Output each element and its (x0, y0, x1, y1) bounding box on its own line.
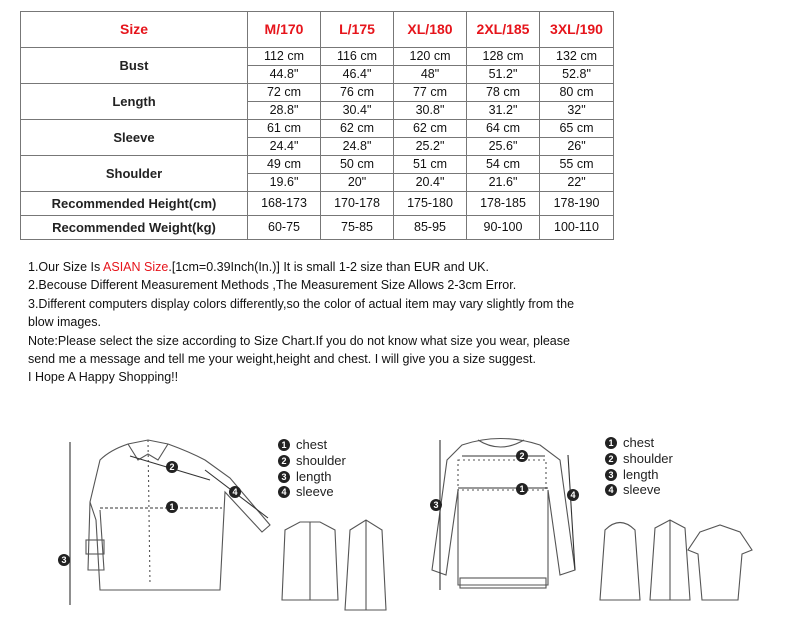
cell-inch: 48" (394, 66, 467, 84)
svg-text:3: 3 (608, 470, 614, 480)
cell-inch: 31.2" (467, 102, 540, 120)
size-notes (28, 258, 628, 387)
size-header-1: L/175 (321, 12, 394, 48)
row-label-shoulder: Shoulder (21, 156, 248, 192)
cell-inch: 24.8" (321, 138, 394, 156)
legend-chest: chest (296, 437, 328, 452)
cell-inch: 52.8" (540, 66, 614, 84)
cell-cm: 128 cm (467, 48, 540, 66)
row-label-recommended-0: Recommended Height(cm) (21, 192, 248, 216)
cell-cm: 54 cm (467, 156, 540, 174)
svg-text:4: 4 (570, 490, 576, 500)
cell-inch: 46.4" (321, 66, 394, 84)
legend-left (278, 437, 347, 499)
marker-2-right (516, 450, 528, 462)
legend-length-right: length (623, 467, 659, 482)
row-label-bust: Bust (21, 48, 248, 84)
legend-right (605, 435, 674, 497)
garment-sketches-right (600, 520, 752, 600)
cell-inch: 20.4" (394, 174, 467, 192)
asian-size-highlight: ASIAN Size (103, 260, 169, 274)
measurement-diagram (0, 420, 800, 633)
note-line-4b: send me a message and tell me your weight,height and chest. I will give you a size suggest. (28, 352, 536, 367)
cell-cm: 72 cm (248, 84, 321, 102)
cell-cm: 62 cm (394, 120, 467, 138)
cell-inch: 32" (540, 102, 614, 120)
svg-text:1: 1 (281, 440, 287, 450)
marker-2-left (166, 461, 178, 473)
cell-cm: 55 cm (540, 156, 614, 174)
header-row (21, 12, 614, 48)
svg-text:3: 3 (61, 555, 67, 565)
note-line-4a: Note:Please select the size according to Size Chart.If you do not know what size you wear, please (28, 333, 570, 348)
marker-1-right (516, 483, 528, 495)
size-header-4: 3XL/190 (540, 12, 614, 48)
size-header-3: 2XL/185 (467, 12, 540, 48)
cell-recommended: 175-180 (394, 192, 467, 216)
legend-shoulder: shoulder (296, 453, 346, 468)
svg-text:1: 1 (169, 502, 175, 512)
table-row (21, 192, 614, 216)
note-line-3b: blow images. (28, 315, 101, 330)
marker-1-left (166, 501, 178, 513)
legend-shoulder-right: shoulder (623, 451, 673, 466)
note-line-1: 1.Our Size Is ASIAN Size.[1cm=0.39Inch(In.)] It is small 1-2 size than EUR and UK. (28, 260, 489, 274)
row-label-length: Length (21, 84, 248, 120)
cell-inch: 19.6" (248, 174, 321, 192)
cell-inch: 30.4" (321, 102, 394, 120)
svg-text:4: 4 (281, 487, 287, 497)
cell-recommended: 100-110 (540, 216, 614, 240)
marker-3-left (58, 554, 70, 566)
row-label-sleeve: Sleeve (21, 120, 248, 156)
cell-cm: 65 cm (540, 120, 614, 138)
cell-inch: 26" (540, 138, 614, 156)
size-header-label: Size (21, 12, 248, 48)
legend-sleeve-right: sleeve (623, 482, 661, 497)
cell-recommended: 90-100 (467, 216, 540, 240)
marker-4-right (567, 489, 579, 501)
note-line-3a: 3.Different computers display colors differently,so the color of actual item may vary slightly from the (28, 296, 575, 311)
cell-inch: 44.8" (248, 66, 321, 84)
cell-cm: 112 cm (248, 48, 321, 66)
cell-inch: 25.2" (394, 138, 467, 156)
cell-inch: 51.2" (467, 66, 540, 84)
table-row (21, 84, 614, 102)
cell-cm: 80 cm (540, 84, 614, 102)
legend-chest-right: chest (623, 435, 655, 450)
svg-text:1: 1 (519, 484, 525, 494)
shirt-illustration (86, 440, 270, 590)
cell-cm: 49 cm (248, 156, 321, 174)
size-header-2: XL/180 (394, 12, 467, 48)
svg-text:2: 2 (169, 462, 175, 472)
svg-text:2: 2 (281, 456, 287, 466)
cell-inch: 30.8" (394, 102, 467, 120)
cell-inch: 21.6" (467, 174, 540, 192)
jacket-sketches-left (282, 520, 386, 610)
cell-cm: 64 cm (467, 120, 540, 138)
cell-cm: 116 cm (321, 48, 394, 66)
svg-text:2: 2 (519, 451, 525, 461)
cell-inch: 24.4" (248, 138, 321, 156)
svg-text:4: 4 (232, 487, 238, 497)
svg-text:2: 2 (608, 454, 614, 464)
svg-text:3: 3 (281, 472, 287, 482)
svg-text:3: 3 (433, 500, 439, 510)
cell-cm: 132 cm (540, 48, 614, 66)
table-row (21, 156, 614, 174)
cell-cm: 50 cm (321, 156, 394, 174)
cell-cm: 120 cm (394, 48, 467, 66)
cell-cm: 76 cm (321, 84, 394, 102)
cell-inch: 22" (540, 174, 614, 192)
cell-recommended: 85-95 (394, 216, 467, 240)
note-line-2: 2.Becouse Different Measurement Methods ,The Measurement Size Allows 2-3cm Error. (28, 278, 517, 293)
cell-inch: 20" (321, 174, 394, 192)
marker-3-right (430, 499, 442, 511)
marker-4-left (229, 486, 241, 498)
cell-cm: 62 cm (321, 120, 394, 138)
cell-cm: 51 cm (394, 156, 467, 174)
cell-recommended: 168-173 (248, 192, 321, 216)
cell-recommended: 178-190 (540, 192, 614, 216)
legend-length: length (296, 469, 332, 484)
cell-recommended: 178-185 (467, 192, 540, 216)
cell-cm: 78 cm (467, 84, 540, 102)
cell-inch: 25.6" (467, 138, 540, 156)
table-row (21, 48, 614, 66)
size-header-0: M/170 (248, 12, 321, 48)
cell-cm: 77 cm (394, 84, 467, 102)
cell-cm: 61 cm (248, 120, 321, 138)
svg-text:4: 4 (608, 485, 614, 495)
cell-recommended: 60-75 (248, 216, 321, 240)
svg-text:1: 1 (608, 438, 614, 448)
cell-recommended: 170-178 (321, 192, 394, 216)
cell-recommended: 75-85 (321, 216, 394, 240)
legend-sleeve: sleeve (296, 484, 334, 499)
sweater-illustration (432, 439, 575, 589)
cell-inch: 28.8" (248, 102, 321, 120)
table-row (21, 120, 614, 138)
row-label-recommended-1: Recommended Weight(kg) (21, 216, 248, 240)
table-row (21, 216, 614, 240)
size-chart-table (20, 11, 614, 240)
note-line-5: I Hope A Happy Shopping!! (28, 370, 179, 385)
